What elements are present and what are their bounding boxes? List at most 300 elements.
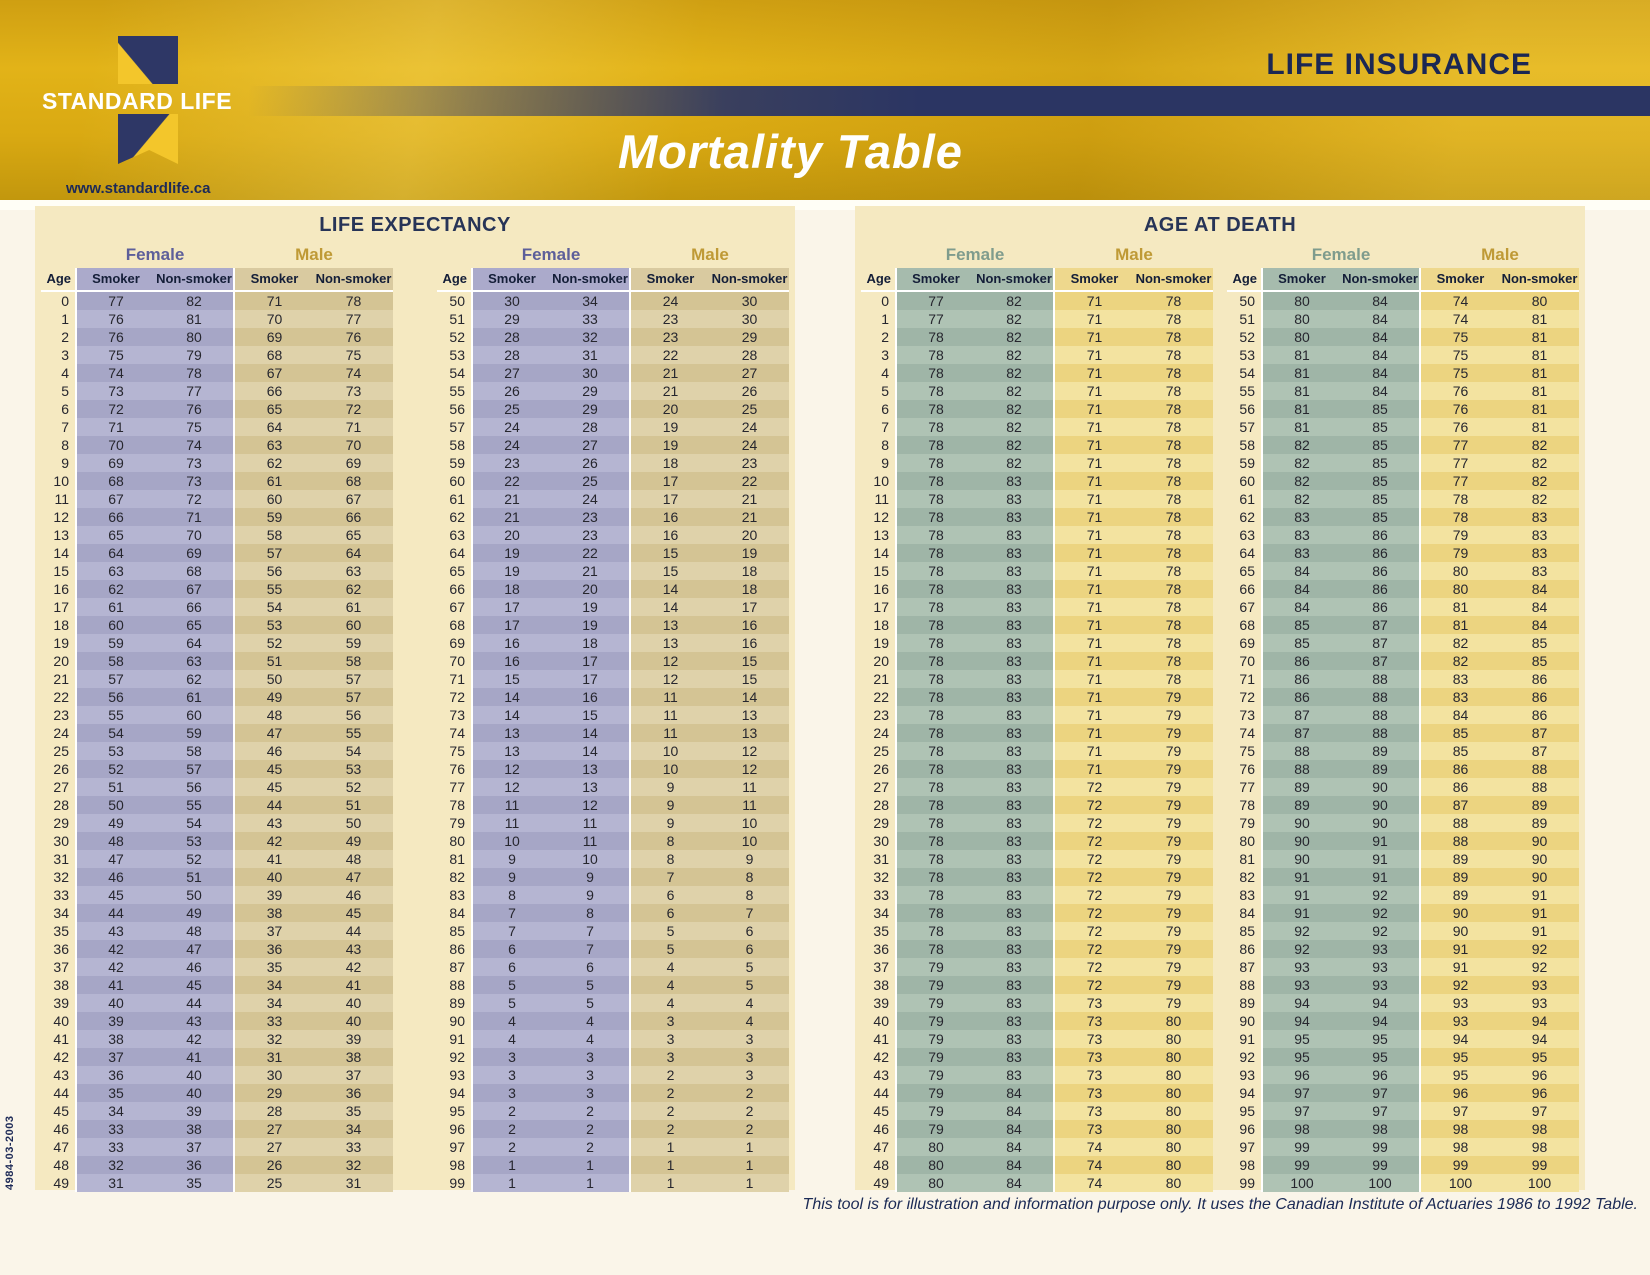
- female-values: [897, 958, 1053, 976]
- male-nonsmoker-value: 96: [1531, 1085, 1548, 1101]
- female-values: [897, 1048, 1053, 1066]
- female-values: [1263, 1084, 1419, 1102]
- female-smoker-value: 78: [928, 383, 944, 399]
- age-cell: 69: [449, 635, 465, 651]
- male-nonsmoker-value: 91: [1531, 887, 1548, 903]
- male-nonsmoker-value: 71: [345, 419, 362, 435]
- female-smoker-value: 79: [928, 1085, 944, 1101]
- age-cell: 94: [1239, 1085, 1255, 1101]
- female-nonsmoker-value: 83: [1006, 707, 1022, 723]
- age-cell: 72: [1239, 689, 1255, 705]
- female-values: [897, 580, 1053, 598]
- female-smoker-value: 76: [108, 311, 124, 327]
- female-values: [473, 472, 629, 490]
- female-nonsmoker-value: 12: [582, 797, 598, 813]
- male-nonsmoker-value: 2: [745, 1085, 754, 1101]
- male-nonsmoker-value: 48: [345, 851, 362, 867]
- female-nonsmoker-value: 10: [582, 851, 598, 867]
- female-nonsmoker-value: 53: [186, 833, 202, 849]
- table-row: [41, 652, 393, 670]
- male-smoker-value: 67: [266, 365, 283, 381]
- female-smoker-value: 79: [928, 1031, 944, 1047]
- male-nonsmoker-value: 87: [1531, 725, 1548, 741]
- male-smoker-value: 91: [1452, 959, 1469, 975]
- male-values: [1421, 454, 1579, 472]
- male-nonsmoker-value: 84: [1531, 599, 1548, 615]
- female-values: [77, 778, 233, 796]
- table-row: [437, 346, 789, 364]
- female-nonsmoker-value: 90: [1372, 815, 1388, 831]
- male-nonsmoker-value: 38: [345, 1049, 362, 1065]
- table-row: [1227, 886, 1579, 904]
- female-nonsmoker-value: 16: [582, 689, 598, 705]
- age-cell: 89: [449, 995, 465, 1011]
- male-values: [1055, 688, 1213, 706]
- female-values: [1263, 472, 1419, 490]
- male-values: [631, 652, 789, 670]
- male-nonsmoker-value: 99: [1531, 1157, 1548, 1173]
- male-nonsmoker-value: 90: [1531, 833, 1548, 849]
- female-values: [77, 886, 233, 904]
- male-smoker-value: 13: [662, 617, 679, 633]
- age-cell: 10: [873, 473, 889, 489]
- age-cell: 82: [1239, 869, 1255, 885]
- female-values: [473, 940, 629, 958]
- male-values: [631, 382, 789, 400]
- female-nonsmoker-value: 29: [582, 383, 598, 399]
- female-smoker-value: 78: [928, 815, 944, 831]
- female-nonsmoker-value: 26: [582, 455, 598, 471]
- male-smoker-value: 11: [663, 707, 678, 723]
- female-values: [897, 832, 1053, 850]
- female-smoker-value: 38: [108, 1031, 124, 1047]
- age-cell: 39: [53, 995, 69, 1011]
- female-nonsmoker-value: 83: [1006, 1067, 1022, 1083]
- male-values: [1055, 634, 1213, 652]
- female-nonsmoker-value: 83: [1006, 509, 1022, 525]
- male-smoker-value: 71: [1086, 599, 1103, 615]
- female-values: [473, 796, 629, 814]
- male-smoker-value: 81: [1452, 599, 1469, 615]
- table-row: [861, 976, 1213, 994]
- female-smoker-value: 70: [108, 437, 124, 453]
- female-nonsmoker-value: 5: [586, 995, 594, 1011]
- female-nonsmoker-value: 83: [1006, 563, 1022, 579]
- table-row: [861, 1174, 1213, 1192]
- male-nonsmoker-value: 69: [345, 455, 362, 471]
- female-values: [1263, 634, 1419, 652]
- nonsmoker-column-header: Non-smoker: [156, 271, 232, 286]
- male-values: [235, 1174, 393, 1192]
- male-nonsmoker-value: 80: [1165, 1085, 1182, 1101]
- table-row: [861, 1030, 1213, 1048]
- female-values: [77, 544, 233, 562]
- male-smoker-value: 71: [1086, 455, 1103, 471]
- age-cell: 75: [1239, 743, 1255, 759]
- male-values: [235, 1138, 393, 1156]
- female-values: [473, 1084, 629, 1102]
- male-smoker-value: 44: [266, 797, 283, 813]
- female-nonsmoker-value: 92: [1372, 905, 1388, 921]
- male-smoker-value: 71: [1086, 725, 1103, 741]
- female-smoker-value: 3: [508, 1085, 516, 1101]
- female-nonsmoker-value: 51: [186, 869, 202, 885]
- male-smoker-value: 82: [1452, 653, 1469, 669]
- male-nonsmoker-value: 92: [1531, 941, 1548, 957]
- male-values: [631, 688, 789, 706]
- table-row: [41, 670, 393, 688]
- male-values: [1055, 1174, 1213, 1192]
- male-nonsmoker-value: 97: [1531, 1103, 1548, 1119]
- male-nonsmoker-value: 52: [345, 779, 362, 795]
- female-values: [77, 1120, 233, 1138]
- age-cell: 64: [449, 545, 465, 561]
- female-nonsmoker-value: 23: [582, 527, 598, 543]
- male-values: [1421, 346, 1579, 364]
- female-smoker-value: 14: [504, 689, 520, 705]
- table-row: [41, 616, 393, 634]
- age-column-header: Age: [442, 271, 467, 286]
- female-nonsmoker-value: 5: [586, 977, 594, 993]
- male-smoker-value: 87: [1452, 797, 1469, 813]
- male-values: [1421, 868, 1579, 886]
- male-smoker-value: 18: [662, 455, 679, 471]
- female-values: [1263, 580, 1419, 598]
- male-smoker-value: 16: [662, 527, 679, 543]
- female-values: [473, 436, 629, 454]
- male-smoker-value: 9: [666, 779, 675, 795]
- male-smoker-value: 71: [1086, 671, 1103, 687]
- male-smoker-value: 79: [1452, 527, 1469, 543]
- male-nonsmoker-value: 40: [345, 1013, 362, 1029]
- female-values: [77, 382, 233, 400]
- male-smoker-value: 70: [266, 311, 283, 327]
- female-values: [897, 724, 1053, 742]
- table-row: [437, 1156, 789, 1174]
- female-nonsmoker-value: 84: [1372, 383, 1388, 399]
- male-values: [631, 490, 789, 508]
- male-values: [1421, 616, 1579, 634]
- female-smoker-value: 22: [504, 473, 520, 489]
- female-nonsmoker-value: 20: [582, 581, 598, 597]
- male-values: [1055, 958, 1213, 976]
- female-smoker-value: 2: [508, 1121, 516, 1137]
- smoker-column-header: Smoker: [1436, 271, 1485, 286]
- female-values: [473, 400, 629, 418]
- age-cell: 53: [1239, 347, 1255, 363]
- female-values: [1263, 292, 1419, 310]
- male-smoker-value: 71: [1086, 311, 1103, 327]
- female-smoker-value: 58: [108, 653, 124, 669]
- female-nonsmoker-value: 82: [1006, 419, 1022, 435]
- female-nonsmoker-value: 21: [582, 563, 598, 579]
- male-nonsmoker-value: 79: [1165, 995, 1182, 1011]
- male-nonsmoker-value: 67: [345, 491, 362, 507]
- male-nonsmoker-value: 17: [741, 599, 758, 615]
- male-nonsmoker-value: 10: [741, 833, 758, 849]
- female-smoker-value: 79: [928, 1121, 944, 1137]
- male-smoker-value: 83: [1452, 671, 1469, 687]
- table-row: [41, 976, 393, 994]
- age-cell: 79: [449, 815, 465, 831]
- table-row: [437, 1066, 789, 1084]
- female-values: [77, 1156, 233, 1174]
- male-values: [631, 598, 789, 616]
- male-nonsmoker-value: 77: [345, 311, 362, 327]
- male-values: [1055, 1102, 1213, 1120]
- female-nonsmoker-value: 63: [186, 653, 202, 669]
- female-nonsmoker-value: 29: [582, 401, 598, 417]
- male-values: [1055, 706, 1213, 724]
- female-nonsmoker-value: 46: [186, 959, 202, 975]
- male-values: [1055, 328, 1213, 346]
- male-smoker-value: 11: [663, 725, 678, 741]
- male-values: [1055, 1138, 1213, 1156]
- female-smoker-value: 61: [108, 599, 124, 615]
- male-smoker-value: 71: [1086, 401, 1103, 417]
- female-smoker-value: 3: [508, 1067, 516, 1083]
- table-row: [861, 886, 1213, 904]
- male-nonsmoker-value: 45: [345, 905, 362, 921]
- female-nonsmoker-value: 48: [186, 923, 202, 939]
- male-smoker-value: 50: [266, 671, 283, 687]
- female-nonsmoker-value: 15: [582, 707, 598, 723]
- male-nonsmoker-value: 8: [745, 887, 754, 903]
- female-values: [77, 1030, 233, 1048]
- age-cell: 39: [873, 995, 889, 1011]
- male-smoker-value: 83: [1452, 689, 1469, 705]
- female-nonsmoker-value: 86: [1372, 545, 1388, 561]
- male-smoker-value: 47: [266, 725, 283, 741]
- table-row: [1227, 418, 1579, 436]
- female-values: [473, 490, 629, 508]
- age-cell: 88: [1239, 977, 1255, 993]
- male-nonsmoker-value: 76: [345, 329, 362, 345]
- female-nonsmoker-value: 92: [1372, 887, 1388, 903]
- male-smoker-value: 4: [666, 959, 675, 975]
- age-cell: 29: [873, 815, 889, 831]
- age-cell: 91: [1239, 1031, 1255, 1047]
- female-nonsmoker-value: 85: [1372, 401, 1388, 417]
- table-row: [437, 400, 789, 418]
- table-row: [861, 994, 1213, 1012]
- female-nonsmoker-value: 95: [1372, 1049, 1388, 1065]
- male-values: [631, 940, 789, 958]
- female-smoker-value: 46: [108, 869, 124, 885]
- male-values: [1421, 778, 1579, 796]
- male-values: [631, 760, 789, 778]
- female-values: [1263, 526, 1419, 544]
- female-values: [473, 724, 629, 742]
- female-nonsmoker-value: 83: [1006, 1013, 1022, 1029]
- male-smoker-value: 7: [666, 869, 675, 885]
- female-smoker-value: 78: [928, 797, 944, 813]
- table-row: [41, 850, 393, 868]
- female-nonsmoker-value: 27: [582, 437, 598, 453]
- table-row: [1227, 1012, 1579, 1030]
- male-smoker-value: 71: [1086, 761, 1103, 777]
- male-smoker-value: 100: [1448, 1175, 1473, 1191]
- table-row: [41, 1048, 393, 1066]
- male-values: [631, 346, 789, 364]
- female-smoker-value: 36: [108, 1067, 124, 1083]
- female-smoker-value: 81: [1294, 347, 1310, 363]
- male-smoker-value: 91: [1452, 941, 1469, 957]
- female-smoker-value: 78: [928, 419, 944, 435]
- female-smoker-value: 4: [508, 1013, 516, 1029]
- male-smoker-value: 21: [662, 383, 679, 399]
- female-smoker-value: 82: [1294, 455, 1310, 471]
- table-row: [861, 400, 1213, 418]
- female-nonsmoker-value: 41: [186, 1049, 202, 1065]
- age-cell: 4: [881, 365, 889, 381]
- table-row: [437, 490, 789, 508]
- female-nonsmoker-value: 30: [582, 365, 598, 381]
- table-row: [1227, 814, 1579, 832]
- male-smoker-value: 76: [1452, 383, 1469, 399]
- female-smoker-value: 95: [1294, 1031, 1310, 1047]
- life-expectancy-table-ages-50-99: [437, 244, 789, 1192]
- female-smoker-value: 78: [928, 653, 944, 669]
- female-nonsmoker-value: 83: [1006, 527, 1022, 543]
- female-values: [77, 400, 233, 418]
- table-row: [861, 1120, 1213, 1138]
- female-values: [897, 796, 1053, 814]
- male-smoker-value: 14: [662, 581, 679, 597]
- female-nonsmoker-value: 83: [1006, 491, 1022, 507]
- female-values: [1263, 490, 1419, 508]
- female-values: [473, 688, 629, 706]
- female-nonsmoker-value: 85: [1372, 473, 1388, 489]
- male-values: [235, 1084, 393, 1102]
- male-values: [1055, 508, 1213, 526]
- female-smoker-value: 83: [1294, 527, 1310, 543]
- male-values: [235, 670, 393, 688]
- male-nonsmoker-value: 80: [1165, 1121, 1182, 1137]
- table-row: [41, 994, 393, 1012]
- male-values: [1055, 760, 1213, 778]
- male-values: [235, 814, 393, 832]
- table-row: [861, 580, 1213, 598]
- male-nonsmoker-value: 40: [345, 995, 362, 1011]
- female-values: [897, 760, 1053, 778]
- male-values: [235, 454, 393, 472]
- male-values: [1421, 940, 1579, 958]
- male-nonsmoker-value: 83: [1531, 509, 1548, 525]
- female-smoker-value: 85: [1294, 635, 1310, 651]
- male-nonsmoker-value: 78: [1165, 509, 1182, 525]
- female-nonsmoker-value: 80: [186, 329, 202, 345]
- age-cell: 85: [449, 923, 465, 939]
- male-nonsmoker-value: 60: [345, 617, 362, 633]
- banner: [0, 0, 1650, 200]
- female-values: [897, 526, 1053, 544]
- female-values: [1263, 706, 1419, 724]
- age-cell: 44: [873, 1085, 889, 1101]
- male-smoker-value: 72: [1086, 797, 1103, 813]
- table-row: [41, 418, 393, 436]
- female-smoker-value: 16: [504, 635, 520, 651]
- male-nonsmoker-value: 10: [741, 815, 758, 831]
- female-smoker-value: 9: [508, 869, 516, 885]
- male-nonsmoker-value: 25: [741, 401, 758, 417]
- table-row: [1227, 580, 1579, 598]
- age-column-header: Age: [1232, 271, 1257, 286]
- female-nonsmoker-value: 83: [1006, 923, 1022, 939]
- female-values: [897, 1030, 1053, 1048]
- table-row: [437, 904, 789, 922]
- male-nonsmoker-value: 79: [1165, 977, 1182, 993]
- table-row: [437, 868, 789, 886]
- male-nonsmoker-value: 93: [1531, 977, 1548, 993]
- male-smoker-value: 5: [666, 941, 675, 957]
- female-smoker-value: 73: [108, 383, 124, 399]
- female-values: [1263, 742, 1419, 760]
- female-smoker-value: 26: [504, 383, 520, 399]
- table-row: [861, 922, 1213, 940]
- page-title: Mortality Table: [618, 125, 963, 178]
- table-row: [861, 850, 1213, 868]
- female-nonsmoker-value: 91: [1372, 833, 1388, 849]
- male-smoker-value: 94: [1452, 1031, 1469, 1047]
- table-row: [41, 688, 393, 706]
- age-cell: 7: [61, 419, 69, 435]
- male-values: [1421, 1156, 1579, 1174]
- female-values: [473, 1174, 629, 1192]
- age-cell: 96: [1239, 1121, 1255, 1137]
- female-smoker-value: 88: [1294, 743, 1310, 759]
- female-values: [77, 346, 233, 364]
- male-smoker-value: 88: [1452, 815, 1469, 831]
- female-smoker-value: 27: [504, 365, 520, 381]
- smoker-column-header: Smoker: [1278, 271, 1326, 286]
- male-smoker-value: 74: [1086, 1175, 1103, 1191]
- female-nonsmoker-value: 62: [186, 671, 202, 687]
- female-nonsmoker-value: 83: [1006, 689, 1022, 705]
- age-cell: 7: [881, 419, 889, 435]
- age-cell: 67: [449, 599, 465, 615]
- male-values: [631, 508, 789, 526]
- age-cell: 40: [873, 1013, 889, 1029]
- male-smoker-value: 73: [1086, 1049, 1103, 1065]
- age-cell: 45: [53, 1103, 69, 1119]
- male-values: [1421, 1048, 1579, 1066]
- male-values: [1055, 400, 1213, 418]
- male-nonsmoker-value: 12: [741, 761, 758, 777]
- female-smoker-value: 89: [1294, 779, 1310, 795]
- table-row: [437, 742, 789, 760]
- age-cell: 76: [1239, 761, 1255, 777]
- female-values: [1263, 850, 1419, 868]
- male-values: [235, 400, 393, 418]
- male-nonsmoker-value: 80: [1165, 1031, 1182, 1047]
- male-nonsmoker-value: 9: [745, 851, 754, 867]
- female-values: [1263, 994, 1419, 1012]
- age-cell: 14: [53, 545, 69, 561]
- table-row: [861, 688, 1213, 706]
- age-cell: 21: [873, 671, 889, 687]
- male-smoker-value: 74: [1452, 311, 1469, 327]
- male-smoker-value: 19: [662, 419, 679, 435]
- male-smoker-value: 3: [666, 1049, 675, 1065]
- male-nonsmoker-value: 78: [1165, 293, 1182, 309]
- male-nonsmoker-value: 78: [1165, 617, 1182, 633]
- female-nonsmoker-value: 7: [586, 923, 594, 939]
- female-smoker-value: 93: [1294, 959, 1310, 975]
- male-nonsmoker-value: 78: [345, 293, 362, 309]
- female-nonsmoker-value: 73: [186, 455, 202, 471]
- female-smoker-value: 81: [1294, 383, 1310, 399]
